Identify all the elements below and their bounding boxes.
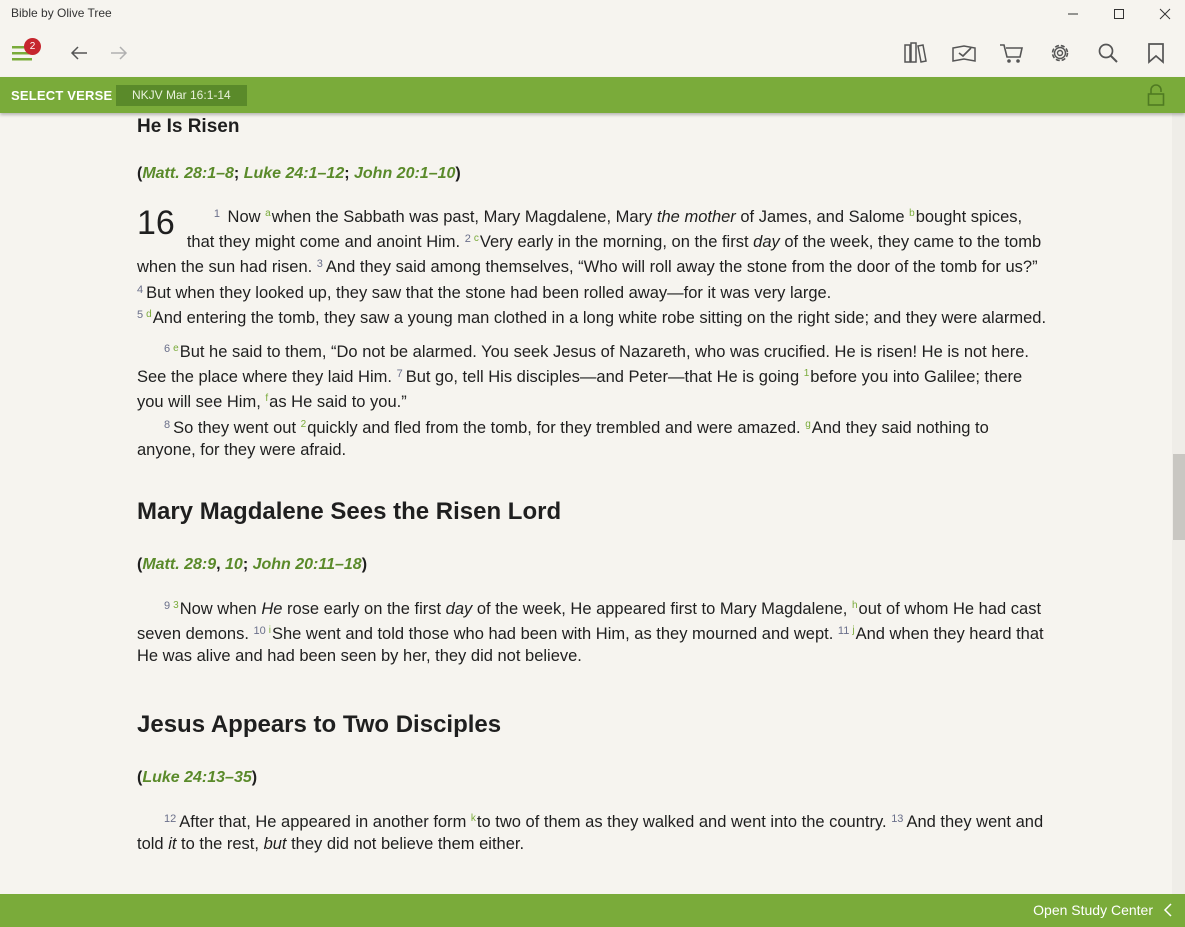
verse-text[interactable]: After that, He appeared in another form: [179, 813, 471, 831]
paragraph: [137, 203, 1047, 329]
paren-open: (: [137, 769, 143, 786]
separator: ,: [216, 556, 226, 573]
lock-button[interactable]: [1147, 84, 1165, 111]
footnote-marker[interactable]: d: [146, 308, 152, 320]
scrollbar-thumb[interactable]: [1173, 454, 1185, 540]
paren-close: ): [251, 769, 258, 786]
verse-text[interactable]: She went and told those who had been with Him, as they mourned and wept.: [271, 625, 838, 644]
paren-open: (: [137, 556, 143, 573]
verse-text[interactable]: before you into Galilee; there you will see Him,: [137, 368, 1023, 412]
footnote-marker[interactable]: g: [805, 418, 811, 430]
xref-link[interactable]: Matt. 28:9: [142, 556, 217, 573]
section-heading: Jesus Appears to Two Disciples: [137, 711, 502, 738]
cross-references: [137, 767, 1047, 789]
verse-text[interactable]: So they went out: [173, 418, 301, 437]
verse-text[interactable]: out of whom He had cast seven demons.: [137, 600, 1042, 644]
verse-number[interactable]: 7: [396, 368, 403, 381]
cross-references: [137, 163, 1047, 185]
footnote-marker[interactable]: k: [470, 813, 476, 824]
separator: ;: [242, 556, 253, 573]
section-heading: Mary Magdalene Sees the Risen Lord: [137, 498, 562, 525]
footnote-marker[interactable]: 3: [173, 600, 179, 611]
verse-text[interactable]: And they went and told: [137, 813, 1044, 854]
title-bar: [0, 0, 1185, 28]
separator: ;: [344, 165, 354, 182]
verse-text[interactable]: to two of them as they walked and went into the country.: [476, 813, 892, 831]
footnote-marker[interactable]: h: [851, 600, 858, 611]
verse-text[interactable]: quickly and fled from the tomb, for they trembled and were amazed.: [307, 418, 806, 437]
paragraph: [137, 338, 1047, 461]
verse-text[interactable]: Very early in the morning, on the first: [479, 233, 754, 252]
lock-icon: [1147, 84, 1165, 106]
italic-text[interactable]: the mother: [656, 208, 736, 226]
footnote-marker[interactable]: j: [852, 625, 855, 637]
close-icon: [1159, 8, 1171, 20]
maximize-icon: [1113, 8, 1125, 20]
verse-number[interactable]: 1: [213, 208, 220, 220]
verse-text[interactable]: But he said to them, “Do not be alarmed. You seek Jesus of Nazareth, who was crucified. He is risen! He is not here. See the place where they laid Him.: [137, 343, 1029, 387]
verse-text[interactable]: of the week, they came to the tomb when the sun had risen.: [137, 233, 1042, 277]
footnote-marker[interactable]: a: [265, 208, 271, 219]
xref-link[interactable]: John 20:11–18: [252, 556, 362, 573]
footnote-marker[interactable]: 2: [300, 418, 307, 430]
verse-number[interactable]: 4: [137, 283, 144, 296]
verse-selection-bar: [0, 77, 1185, 113]
xref-link[interactable]: Matt. 28:1–8: [142, 165, 234, 182]
footnote-marker[interactable]: f: [265, 393, 269, 405]
bible-text-pane[interactable]: [0, 113, 1172, 894]
paragraph: [137, 808, 1047, 855]
xref-link[interactable]: Luke 24:13–35: [142, 769, 252, 786]
open-study-center-button[interactable]: [1033, 902, 1173, 918]
minimize-button[interactable]: [1050, 0, 1096, 28]
italic-text[interactable]: He: [261, 600, 283, 618]
forward-button[interactable]: [102, 36, 136, 70]
italic-text[interactable]: day: [753, 233, 780, 252]
verse-text[interactable]: And they said nothing to anyone, for they were afraid.: [137, 418, 989, 459]
forward-arrow-icon: [109, 45, 129, 61]
select-verse-label[interactable]: SELECT VERSE: [11, 88, 113, 103]
settings-button[interactable]: [1043, 36, 1077, 70]
verse-text[interactable]: Now: [222, 208, 266, 226]
library-icon: [903, 42, 929, 64]
passage-reference-chip[interactable]: NKJV Mar 16:1-14: [116, 85, 247, 106]
bookmark-icon: [1146, 42, 1166, 64]
verse-text[interactable]: And they said among themselves, “Who will roll away the stone from the door of the tomb for us?”: [325, 258, 1038, 277]
verse-number[interactable]: 10: [253, 625, 266, 638]
chevron-left-icon: [1163, 903, 1173, 917]
verse-number[interactable]: 12: [164, 813, 177, 825]
paren-open: (: [137, 165, 143, 182]
study-center-label: Open Study Center: [1033, 902, 1153, 918]
italic-text[interactable]: but: [263, 835, 287, 854]
chapter-number[interactable]: 16: [137, 204, 175, 242]
verse-text[interactable]: they did not believe them either.: [286, 835, 525, 854]
notification-badge: 2: [24, 38, 41, 55]
verse-number[interactable]: 9: [164, 600, 171, 612]
back-arrow-icon: [69, 45, 89, 61]
verse-number[interactable]: 3: [316, 258, 323, 271]
verse-number[interactable]: 8: [164, 418, 171, 431]
maximize-button[interactable]: [1096, 0, 1142, 28]
search-button[interactable]: [1091, 36, 1125, 70]
verse-text[interactable]: of James, and Salome: [735, 208, 910, 226]
footnote-marker[interactable]: i: [268, 625, 271, 637]
verse-number[interactable]: 2: [464, 233, 471, 246]
verse-text[interactable]: to the rest,: [176, 835, 264, 854]
verse-number[interactable]: 13: [891, 813, 904, 825]
verse-text[interactable]: And entering the tomb, they saw a young man clothed in a long white robe sitting on the right side; and they were alarmed.: [152, 308, 1047, 327]
footnote-marker[interactable]: 1: [803, 368, 810, 380]
store-cart-icon: [999, 42, 1025, 64]
verse-text[interactable]: But when they looked up, they saw that the stone had been rolled away—for it was very large.: [146, 283, 832, 302]
settings-gear-icon: [1048, 41, 1072, 65]
bottom-bar: [0, 894, 1185, 927]
verse-text[interactable]: when the Sabbath was past, Mary Magdalene, Mary: [271, 208, 657, 226]
paren-close: ): [361, 556, 368, 573]
reading-plan-icon: [951, 42, 977, 64]
xref-link[interactable]: 10: [225, 556, 243, 573]
paragraph: [137, 595, 1047, 668]
xref-link[interactable]: Luke 24:1–12: [243, 165, 345, 182]
footnote-marker[interactable]: c: [473, 233, 479, 245]
footnote-marker[interactable]: e: [173, 343, 179, 354]
cross-references: [137, 554, 1047, 576]
verse-number[interactable]: 5: [137, 308, 144, 321]
main-toolbar: [0, 28, 1185, 77]
verse-text[interactable]: Now when: [179, 600, 262, 618]
paren-close: ): [455, 165, 461, 182]
verse-number[interactable]: 6: [164, 343, 171, 355]
verse-text[interactable]: as He said to you.”: [269, 393, 407, 412]
italic-text[interactable]: it: [168, 835, 177, 854]
back-button[interactable]: [62, 36, 96, 70]
footnote-marker[interactable]: b: [909, 208, 915, 219]
italic-text[interactable]: day: [445, 600, 473, 618]
separator: ;: [233, 165, 244, 182]
library-button[interactable]: [899, 36, 933, 70]
bookmark-button[interactable]: [1139, 36, 1173, 70]
verse-text[interactable]: of the week, He appeared first to Mary Magdalene,: [472, 600, 852, 618]
reading-plan-button[interactable]: [947, 36, 981, 70]
store-button[interactable]: [995, 36, 1029, 70]
minimize-icon: [1067, 8, 1079, 20]
search-icon: [1097, 42, 1119, 64]
verse-text[interactable]: rose early on the first: [282, 600, 446, 618]
close-button[interactable]: [1142, 0, 1185, 28]
verse-number[interactable]: 11: [837, 625, 850, 638]
verse-text[interactable]: But go, tell His disciples—and Peter—that He is going: [405, 368, 804, 387]
app-title: Bible by Olive Tree: [11, 6, 112, 20]
verse-text[interactable]: bought spices, that they might come and anoint Him.: [186, 208, 1023, 252]
section-heading: He Is Risen: [137, 116, 240, 137]
verse-text[interactable]: And when they heard that He was alive and had been seen by her, they did not believe.: [137, 625, 1044, 666]
xref-link[interactable]: John 20:1–10: [354, 165, 456, 182]
